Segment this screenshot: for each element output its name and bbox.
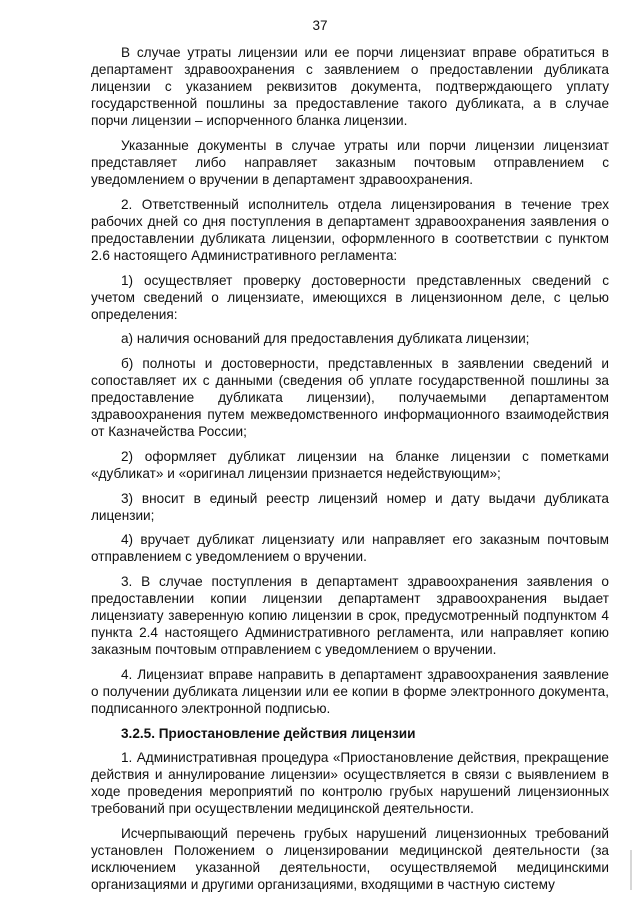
paragraph-subitem-2: 2) оформляет дубликат лицензии на бланке лицензии с пометками «дубликат» и «оригинал лицензии признается недействующим»;: [91, 448, 609, 482]
section-paragraph-1: 1. Административная процедура «Приостановление действия, прекращение действия и аннулирование лицензии» осуществляется в связи с выявлением в ходе проведения мероприятий по контролю грубых нарушений лицензионных требований при осуществлении медицинской деятельности.: [91, 749, 609, 817]
paragraph-item-4: 4. Лицензиат вправе направить в департамент здравоохранения заявление о получении дубликата лицензии или ее копии в форме электронного документа, подписанного электронной подписью.: [91, 667, 609, 717]
section-paragraph-2: Исчерпывающий перечень грубых нарушений лицензионных требований установлен Положением о лицензировании медицинской деятельности (за исключением указанной деятельности, осуществляемой медицинскими организациями и другими организациями, входящими в частную систему: [91, 825, 609, 893]
document-body: [91, 44, 609, 901]
paragraph-subitem-1: 1) осуществляет проверку достоверности представленных сведений с учетом сведений о лицензиате, имеющихся в лицензионном деле, с целью определения:: [91, 272, 609, 322]
paragraph-duplicate-request: В случае утраты лицензии или ее порчи лицензиат вправе обратиться в департамент здравоохранения с заявлением о предоставлении дубликата лицензии с указанием реквизитов документа, подтверждающего уплату государственной пошлины за предоставление такого дубликата, а в случае порчи лицензии – испорченного бланка лицензии.: [91, 45, 609, 129]
paragraph-subitem-a: а) наличия оснований для предоставления дубликата лицензии;: [121, 331, 530, 347]
paragraph-subitem-4: 4) вручает дубликат лицензиату или направляет его заказным почтовым отправлением с уведомлением о вручении.: [91, 532, 609, 565]
page-number: 37: [312, 18, 328, 33]
scan-edge-mark: [630, 850, 632, 890]
paragraph-subitem-3: 3) вносит в единый реестр лицензий номер и дату выдачи дубликата лицензии;: [91, 490, 609, 523]
section-heading: 3.2.5. Приостановление действия лицензии: [121, 725, 416, 741]
paragraph-documents-submission: Указанные документы в случае утраты или порчи лицензии лицензиат представляет либо направляет заказным почтовым отправлением с уведомлением о вручении в департамент здравоохранения.: [91, 137, 609, 188]
paragraph-item-3: 3. В случае поступления в департамент здравоохранения заявления о предоставлении копии лицензии департамент здравоохранения выдает лицензиату заверенную копию лицензии в срок, предусмотренный подпунктом 4 пункта 2.4 настоящего Административного регламента, или направляет копию заказным почтовым отправлением с уведомлением о вручении.: [91, 574, 609, 658]
paragraph-item-2: 2. Ответственный исполнитель отдела лицензирования в течение трех рабочих дней со дня поступления в департамент здравоохранения заявления о предоставлении дубликата лицензии, оформленного в соответствии с пунктом 2.6 настоящего Административного регламента:: [91, 196, 609, 264]
paragraph-subitem-b: б) полноты и достоверности, представленных в заявлении сведений и сопоставляет их с данными (сведения об уплате государственной пошлины за предоставление дубликата лицензии), получаемыми департаментом здравоохранения путем межведомственного информационного взаимодействия от Казначейства России;: [91, 356, 609, 440]
